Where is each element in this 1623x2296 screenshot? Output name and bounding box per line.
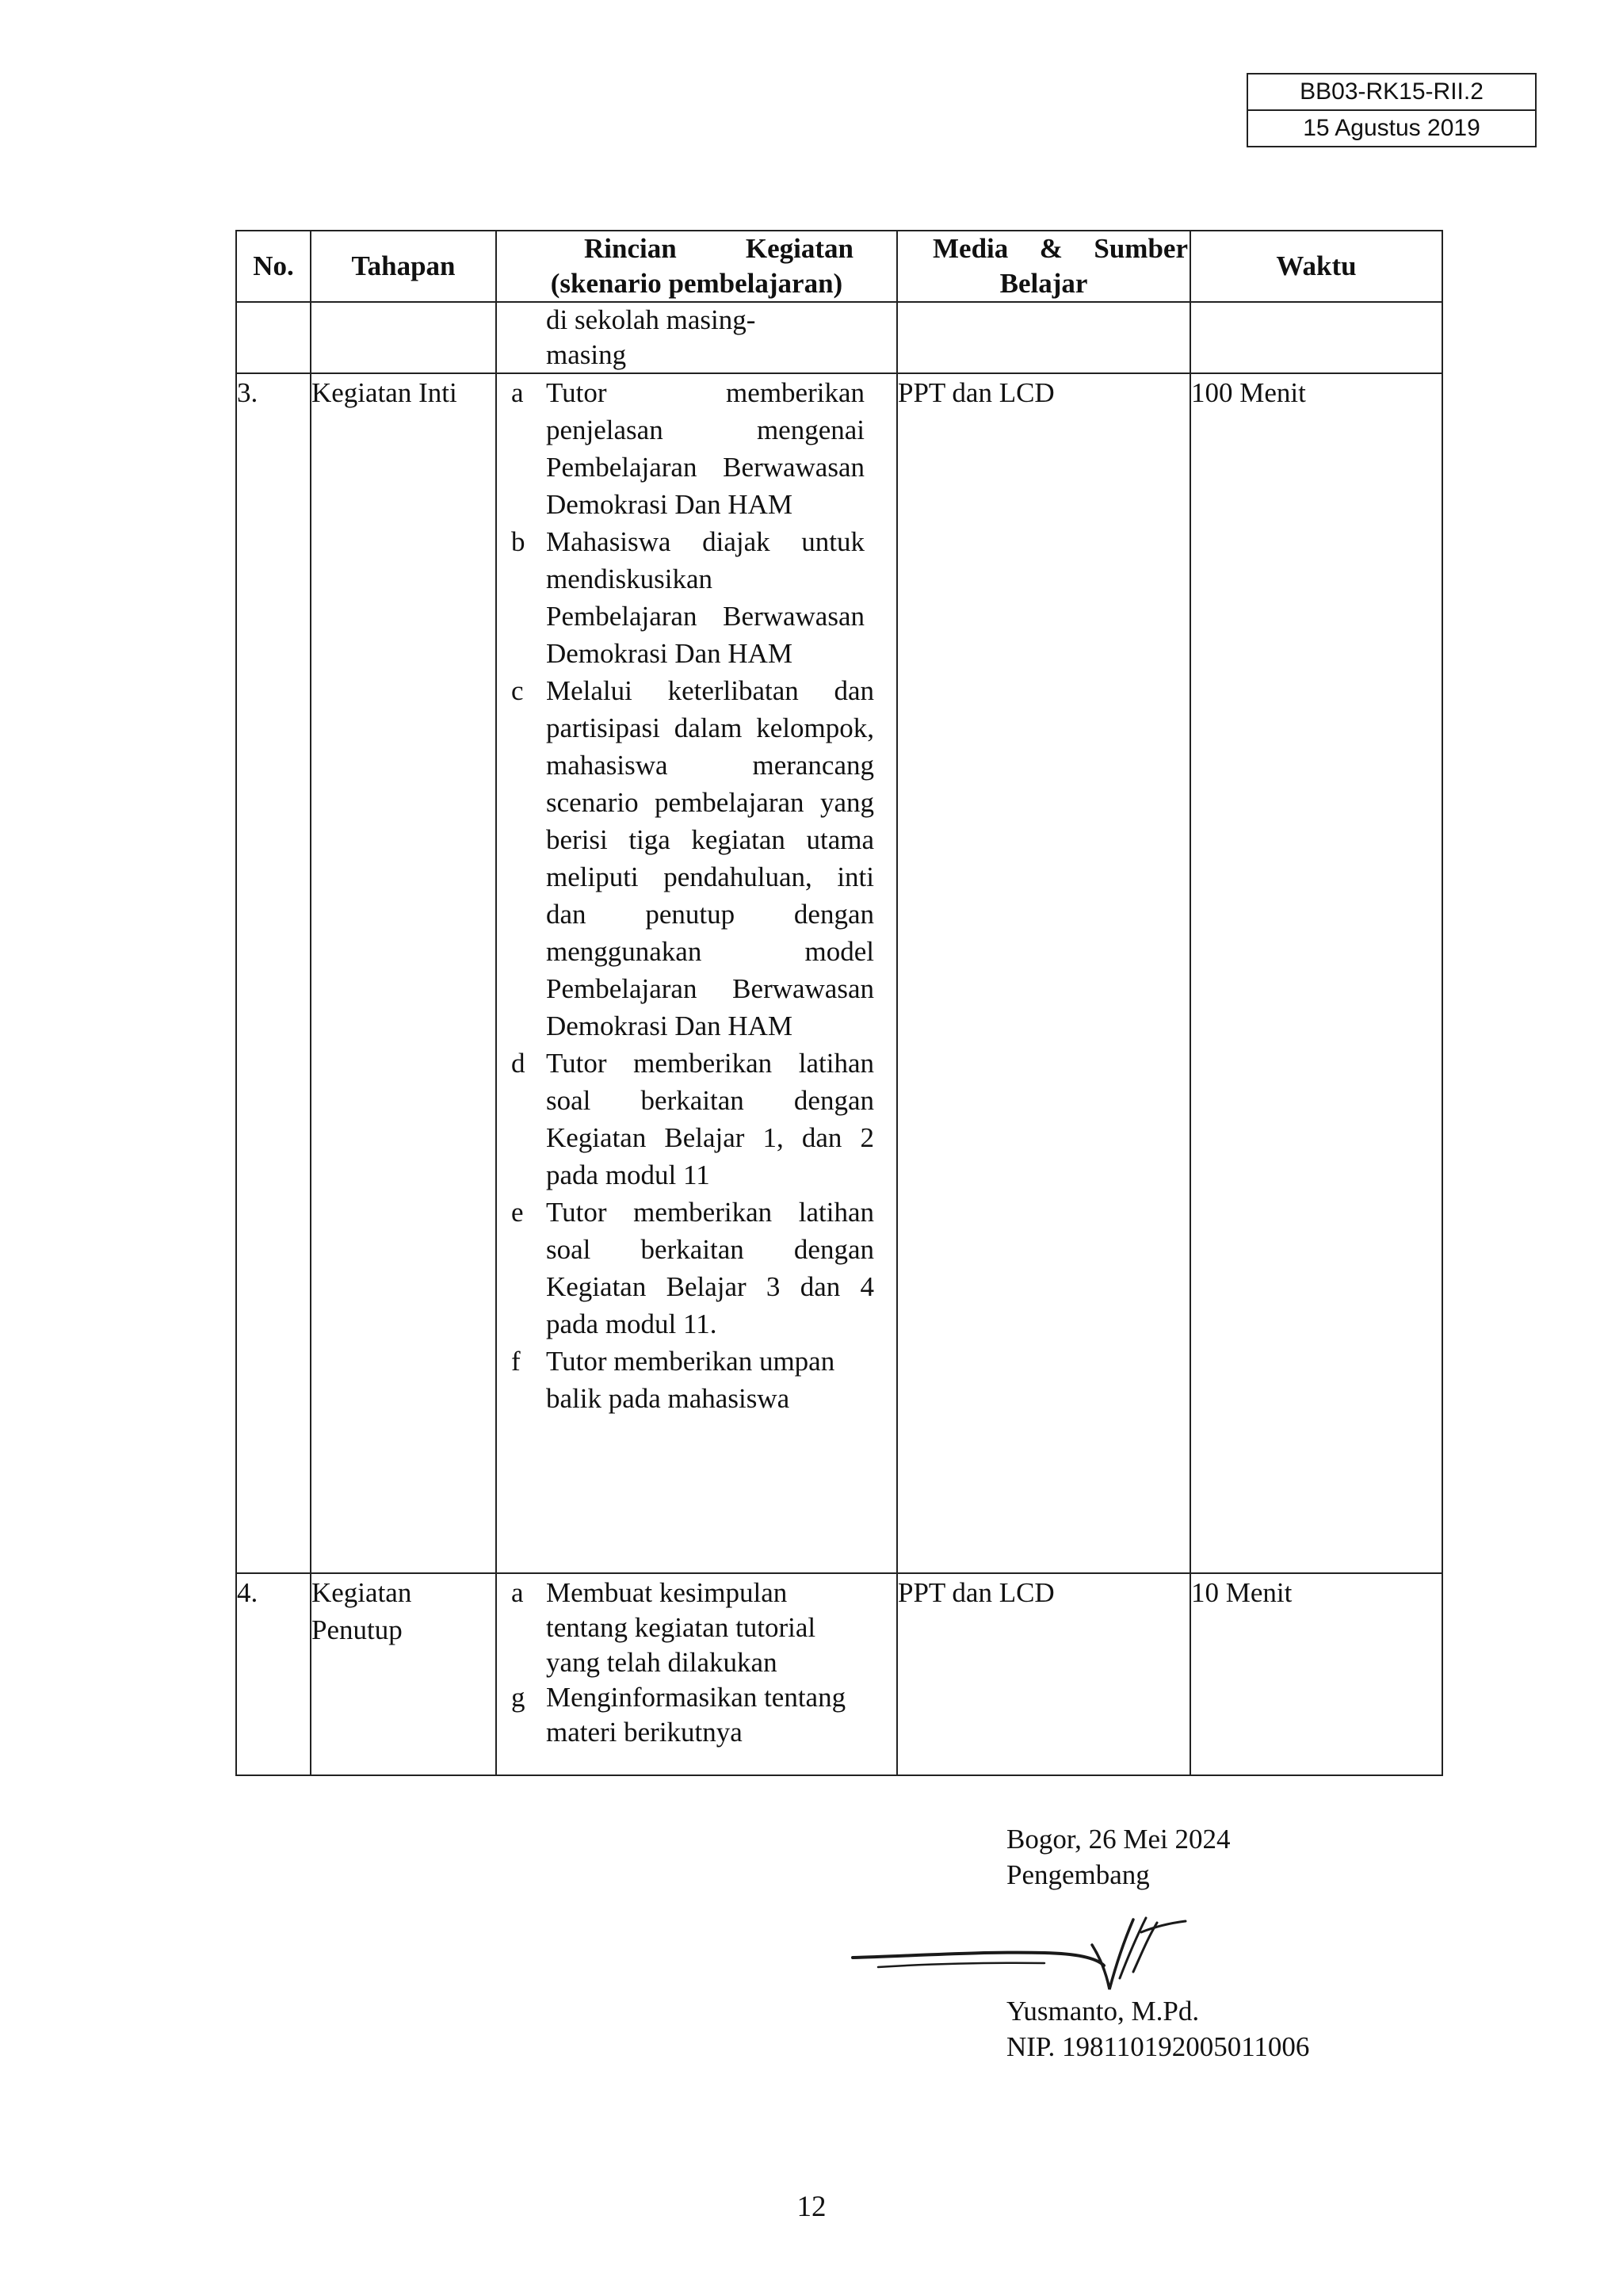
signature-identity [1006, 1993, 1309, 2065]
list-item-letter: c [511, 675, 524, 706]
header-no: No. [236, 231, 311, 302]
row-tahapan: Kegiatan Penutup [311, 1573, 496, 1775]
activity-table [235, 230, 1443, 1776]
header-rincian-word1: Rincian [584, 233, 677, 264]
row-tahapan: Kegiatan Inti [311, 373, 496, 1573]
list-item-letter: a [511, 1577, 524, 1608]
handwritten-signature [846, 1910, 1195, 1997]
table-row-continuation [236, 302, 1442, 373]
list-item [511, 1194, 874, 1343]
list-item-text: Tutor memberikan latihan soal berkaitan dengan Kegiatan Belajar 3 dan 4 pada modul 11. [546, 1197, 874, 1339]
row-waktu: 100 Menit [1190, 373, 1442, 1573]
list-item-text: Membuat kesimpulan tentang kegiatan tutorial yang telah dilakukan [546, 1577, 816, 1678]
continuation-text: di sekolah masing-masing [546, 304, 756, 370]
header-media-word1: Media [933, 233, 1009, 264]
table-row [236, 1573, 1442, 1775]
signatory-nip: NIP. 198110192005011006 [1006, 2031, 1310, 2062]
header-waktu: Waktu [1190, 231, 1442, 302]
header-tahapan: Tahapan [311, 231, 496, 302]
list-item-letter: d [511, 1048, 525, 1079]
header-rincian-line1 [497, 231, 896, 266]
list-item [511, 672, 874, 1045]
header-rincian [496, 231, 897, 302]
list-item-letter: f [511, 1346, 521, 1377]
list-item-text: Tutor memberikan latihan soal berkaitan dengan Kegiatan Belajar 1, dan 2 pada modul 11 [546, 1048, 874, 1190]
list-item-letter: e [511, 1197, 524, 1228]
list-item [511, 523, 874, 672]
document-date: 15 Agustus 2019 [1247, 110, 1536, 147]
document-code-box [1247, 73, 1537, 147]
row-number: 3. [236, 373, 311, 1573]
list-item-text: Tutor memberikan umpan balik pada mahasiswa [546, 1346, 835, 1414]
list-item-text: Mahasiswa diajak untuk mendiskusikan Pembelajaran Berwawasan Demokrasi Dan HAM [546, 526, 865, 669]
header-media-word2: & [1039, 233, 1063, 264]
list-item-letter: a [511, 377, 524, 408]
row-rincian [496, 1573, 897, 1775]
table-header-row [236, 231, 1442, 302]
list-item-text: Menginformasikan tentang materi berikutnya [546, 1682, 846, 1748]
header-rincian-line2: (skenario pembelajaran) [550, 268, 843, 299]
list-item [511, 1045, 874, 1194]
signatory-name: Yusmanto, M.Pd. [1006, 1996, 1200, 2027]
list-item-letter: g [511, 1682, 525, 1713]
signature-header [1006, 1821, 1230, 1893]
row-media: PPT dan LCD [897, 1573, 1190, 1775]
row-number: 4. [236, 1573, 311, 1775]
row-rincian [496, 373, 897, 1573]
list-item-text: Tutor memberikan penjelasan mengenai Pembelajaran Berwawasan Demokrasi Dan HAM [546, 377, 865, 520]
document-code: BB03-RK15-RII.2 [1247, 74, 1536, 110]
list-item [511, 1343, 874, 1417]
list-item-letter: b [511, 526, 525, 557]
page-number: 12 [796, 2191, 827, 2223]
row-waktu: 10 Menit [1190, 1573, 1442, 1775]
header-rincian-word2: Kegiatan [745, 233, 854, 264]
header-media [897, 231, 1190, 302]
header-media-line2: Belajar [999, 268, 1088, 299]
row-media: PPT dan LCD [897, 373, 1190, 1573]
header-media-line1 [898, 231, 1190, 266]
signature-place-date: Bogor, 26 Mei 2024 [1006, 1824, 1231, 1855]
table-row [236, 373, 1442, 1573]
list-item-text: Melalui keterlibatan dan partisipasi dalam kelompok, mahasiswa merancang scenario pembelajaran yang berisi tiga kegiatan utama meliputi pendahuluan, inti dan penutup dengan menggunakan model Pembelajaran Berwawasan Demokrasi Dan HAM [546, 675, 874, 1041]
header-media-word3: Sumber [1094, 233, 1188, 264]
list-item [511, 374, 874, 523]
signature-role: Pengembang [1006, 1859, 1150, 1890]
list-item [511, 1576, 874, 1680]
list-item [511, 1680, 874, 1750]
